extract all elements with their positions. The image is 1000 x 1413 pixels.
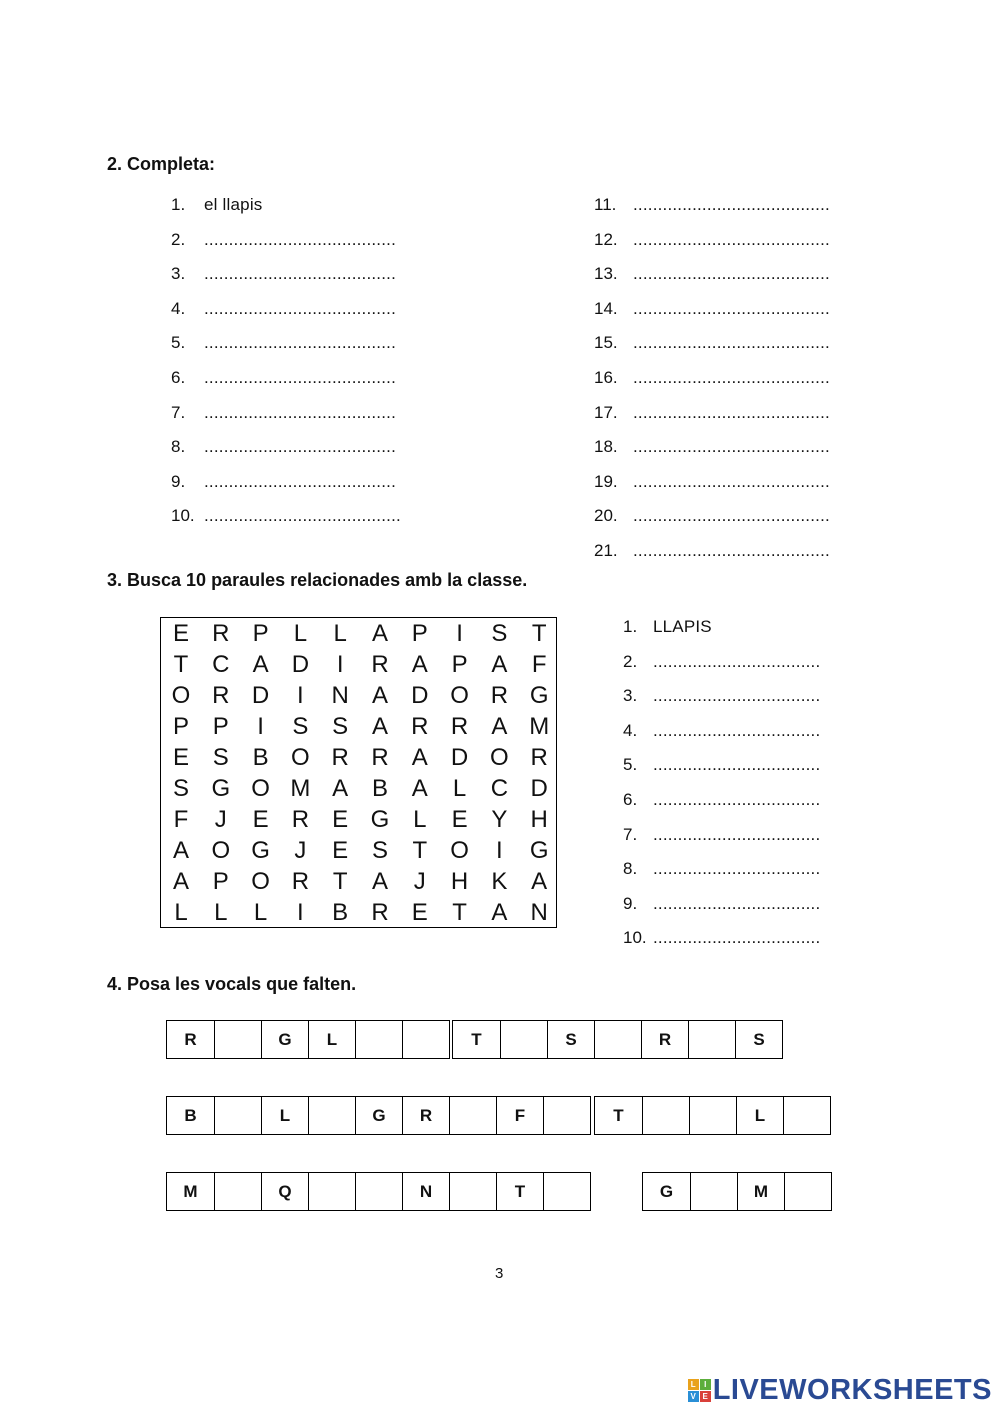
completa-item	[594, 195, 830, 215]
word-search-letter[interactable]: L	[253, 899, 268, 926]
word-search-letter[interactable]: S	[371, 837, 388, 864]
item-number: 18.	[594, 437, 618, 457]
word-search-row	[161, 804, 558, 835]
completa-item	[171, 437, 396, 457]
word-search-row	[161, 618, 558, 649]
word-search-letter[interactable]: C	[212, 651, 230, 678]
item-number: 11.	[594, 195, 617, 214]
word-search-letter[interactable]: A	[411, 744, 428, 771]
given-letter-box: N	[402, 1173, 449, 1210]
vowel-input-box[interactable]	[688, 1021, 735, 1058]
word-search-letter[interactable]: L	[214, 899, 228, 926]
word-search-letter[interactable]: C	[490, 775, 509, 802]
word-search-row	[161, 773, 558, 804]
item-answer-line[interactable]: .......................................	[204, 333, 397, 353]
item-number: 1.	[623, 617, 638, 636]
word-search-row	[161, 711, 558, 742]
word-search-letter[interactable]: R	[212, 682, 230, 709]
word-search-letter[interactable]: T	[173, 651, 189, 678]
item-answer-line[interactable]: ..................................	[653, 686, 821, 706]
word-search-letter[interactable]: A	[491, 713, 508, 740]
word-search-letter[interactable]: G	[529, 682, 549, 709]
given-letter-box: T	[471, 1030, 482, 1049]
word-answer-item	[623, 928, 820, 948]
vowel-input-box[interactable]	[500, 1021, 547, 1058]
word-box-group	[452, 1020, 783, 1059]
word-search-letter[interactable]: O	[171, 682, 191, 709]
vowel-input-box[interactable]	[783, 1097, 830, 1134]
item-number: 8.	[171, 437, 186, 457]
word-search-letter[interactable]: J	[294, 837, 307, 864]
item-answer-line[interactable]: ........................................	[633, 333, 830, 353]
completa-item	[594, 230, 830, 250]
word-search-letter[interactable]: O	[291, 744, 310, 771]
item-number: 21.	[594, 541, 618, 560]
vowel-input-box[interactable]	[449, 1173, 496, 1210]
item-answer-line[interactable]: ........................................	[633, 541, 830, 560]
word-search-grid	[160, 617, 557, 928]
word-search-letter[interactable]: D	[251, 682, 270, 709]
word-search-row	[161, 897, 558, 928]
word-search-letter[interactable]: I	[297, 899, 304, 926]
item-answer-line[interactable]: LLAPIS	[653, 617, 712, 636]
word-search-letter[interactable]: J	[413, 868, 426, 895]
given-letter-box: M	[183, 1182, 198, 1201]
word-search-letter[interactable]: M	[290, 775, 311, 802]
word-search-letter[interactable]: A	[371, 868, 388, 895]
word-search-letter[interactable]: A	[371, 620, 388, 647]
word-search-letter[interactable]: G	[251, 837, 270, 864]
word-search-row	[161, 742, 558, 773]
word-search-letter[interactable]: B	[332, 899, 349, 926]
completa-item	[171, 472, 396, 492]
word-search-letter[interactable]: R	[371, 744, 389, 771]
given-letter-box: R	[641, 1021, 688, 1058]
word-search-letter[interactable]: O	[251, 868, 270, 895]
item-answer-line[interactable]: ..................................	[653, 859, 821, 879]
word-search-letter[interactable]: F	[173, 806, 189, 833]
item-answer-line[interactable]: .......................................	[204, 368, 397, 387]
word-search-letter[interactable]: F	[531, 651, 547, 678]
vowel-input-box[interactable]	[594, 1021, 641, 1058]
word-search-letter[interactable]: S	[292, 713, 309, 740]
word-answer-item	[623, 652, 820, 672]
word-search-letter[interactable]: I	[456, 620, 463, 647]
item-answer-line[interactable]: .......................................	[204, 264, 397, 284]
word-search-letter[interactable]: E	[172, 620, 189, 647]
item-answer-line[interactable]: ..................................	[653, 893, 821, 913]
word-search-letter[interactable]: A	[371, 713, 388, 740]
word-search-letter[interactable]: A	[411, 775, 428, 802]
item-number: 4.	[623, 720, 638, 740]
completa-item	[171, 403, 396, 423]
given-letter-box: G	[659, 1182, 674, 1201]
item-number: 15.	[594, 333, 618, 353]
liveworksheets-brand-text: LIVEWORKSHEETS	[712, 1374, 992, 1406]
item-answer-line[interactable]: ..................................	[653, 651, 821, 671]
item-number: 17.	[594, 402, 618, 422]
word-search-letter[interactable]: R	[450, 713, 469, 740]
given-letter-box: T	[496, 1173, 543, 1210]
word-search-letter[interactable]: A	[411, 651, 428, 678]
word-search-letter[interactable]: A	[491, 899, 508, 926]
item-answer-line[interactable]: ........................................	[633, 229, 830, 249]
item-answer-line[interactable]: ........................................	[204, 506, 401, 526]
word-search-letter[interactable]: D	[450, 744, 469, 771]
word-search-letter[interactable]: D	[291, 651, 310, 678]
word-search-letter[interactable]: L	[413, 806, 427, 833]
vowel-input-box[interactable]	[355, 1021, 402, 1058]
item-number: 7.	[171, 402, 186, 422]
word-answer-item	[623, 859, 820, 879]
completa-item	[171, 195, 263, 215]
word-search-letter[interactable]: A	[491, 651, 508, 678]
given-letter-box: L	[736, 1097, 783, 1134]
word-search-letter[interactable]: J	[214, 806, 227, 833]
item-answer-line[interactable]: .......................................	[204, 402, 397, 422]
item-number: 3.	[171, 264, 186, 284]
completa-item	[594, 437, 830, 457]
word-search-letter[interactable]: N	[331, 682, 349, 709]
section-3-heading: 3. Busca 10 paraules relacionades amb la classe.	[107, 570, 528, 590]
item-number: 2.	[171, 229, 186, 249]
word-search-letter[interactable]: A	[172, 837, 189, 864]
word-search-letter[interactable]: E	[332, 806, 349, 833]
word-search-letter[interactable]: R	[490, 682, 509, 709]
word-search-letter[interactable]: H	[530, 806, 548, 833]
word-search-letter[interactable]: T	[332, 868, 348, 895]
word-search-letter[interactable]: L	[333, 620, 347, 647]
vowel-input-box[interactable]	[214, 1173, 261, 1210]
item-number: 20.	[594, 506, 618, 526]
item-number: 5.	[623, 755, 638, 775]
given-letter-box: B	[184, 1106, 197, 1125]
word-answer-item	[623, 686, 820, 706]
page-number: 3	[495, 1265, 504, 1282]
word-search-letter[interactable]: R	[331, 744, 349, 771]
item-number: 14.	[594, 298, 618, 318]
item-number: 6.	[623, 790, 638, 809]
item-answer-line[interactable]: ........................................	[633, 402, 830, 422]
word-search-letter[interactable]: G	[211, 775, 231, 802]
given-letter-box: L	[308, 1021, 355, 1058]
item-number: 19.	[594, 471, 618, 491]
word-search-letter[interactable]: G	[370, 806, 390, 833]
word-search-letter[interactable]: A	[531, 868, 548, 895]
item-answer-line[interactable]: ..................................	[653, 824, 821, 844]
word-search-row	[161, 649, 558, 680]
item-answer-line[interactable]: ........................................	[633, 264, 830, 284]
word-search-letter[interactable]: Y	[491, 806, 508, 833]
item-answer-line[interactable]: ..................................	[653, 720, 821, 740]
item-number: 4.	[171, 298, 186, 318]
word-search-letter[interactable]: E	[172, 744, 189, 771]
word-search-letter[interactable]: S	[212, 744, 229, 771]
word-search-letter[interactable]: H	[450, 868, 469, 895]
section-4-heading: 4. Posa les vocals que falten.	[107, 974, 357, 994]
item-answer-line[interactable]: .......................................	[204, 229, 397, 249]
word-search-letter[interactable]: E	[252, 806, 269, 833]
completa-item	[594, 403, 830, 423]
word-search-letter[interactable]: S	[491, 620, 508, 647]
item-answer-line[interactable]: ........................................	[633, 195, 830, 214]
word-search-letter[interactable]: N	[530, 899, 548, 926]
completa-item	[171, 230, 396, 250]
word-search-letter[interactable]: R	[371, 899, 389, 926]
given-letter-box: R	[184, 1030, 197, 1049]
vowel-input-box[interactable]	[642, 1097, 689, 1134]
vowel-input-box[interactable]	[449, 1097, 496, 1134]
word-search-letter[interactable]: R	[291, 806, 310, 833]
vowel-input-box[interactable]	[690, 1173, 737, 1210]
liveworksheets-logo	[688, 1374, 992, 1407]
word-search-letter[interactable]: O	[211, 837, 231, 864]
item-answer-line[interactable]: ..................................	[653, 790, 821, 809]
word-search-letter[interactable]: R	[212, 620, 230, 647]
vowel-input-box[interactable]	[689, 1097, 736, 1134]
completa-item	[594, 333, 830, 353]
word-search-row	[161, 835, 558, 866]
vowel-input-box[interactable]	[214, 1097, 261, 1134]
completa-item	[171, 264, 396, 284]
item-number: 7.	[623, 824, 638, 844]
completa-item	[171, 368, 396, 388]
word-search-letter[interactable]: O	[450, 837, 469, 864]
vowel-input-box[interactable]	[543, 1173, 590, 1210]
given-letter-box: Q	[261, 1173, 308, 1210]
liveworksheets-logo-icon: L I V E	[688, 1379, 711, 1402]
given-letter-box: L	[261, 1097, 308, 1134]
completa-item	[594, 299, 830, 319]
word-search-letter[interactable]: B	[252, 744, 269, 771]
completa-item	[594, 368, 830, 388]
completa-item	[594, 264, 830, 284]
item-answer-line[interactable]: .......................................	[204, 471, 397, 491]
word-answer-item	[623, 790, 820, 810]
given-letter-box: S	[547, 1021, 594, 1058]
item-number: 2.	[623, 651, 638, 671]
word-search-letter[interactable]: R	[291, 868, 310, 895]
word-box-group	[642, 1172, 832, 1211]
item-number: 9.	[623, 893, 638, 913]
item-answer-line[interactable]: .......................................	[204, 298, 397, 318]
item-answer-line[interactable]: ........................................	[633, 437, 830, 457]
word-box-group	[166, 1020, 450, 1059]
item-number: 16.	[594, 368, 618, 387]
word-search-letter[interactable]: T	[452, 899, 467, 926]
word-box-group	[166, 1096, 591, 1135]
word-answer-item	[623, 755, 820, 775]
word-search-letter[interactable]: E	[451, 806, 468, 833]
word-search-letter[interactable]: E	[332, 837, 349, 864]
word-search-letter[interactable]: I	[297, 682, 304, 709]
word-search-letter[interactable]: A	[332, 775, 349, 802]
word-search-letter[interactable]: D	[530, 775, 548, 802]
word-search-letter[interactable]: E	[411, 899, 428, 926]
word-search-letter[interactable]: P	[212, 868, 229, 895]
vowel-input-box[interactable]	[784, 1173, 831, 1210]
given-letter-box: S	[735, 1021, 782, 1058]
item-answer-line[interactable]: .......................................	[204, 437, 397, 457]
item-number: 10.	[623, 928, 647, 948]
vowel-input-box[interactable]	[543, 1097, 590, 1134]
completa-item	[171, 333, 396, 353]
given-letter-box: F	[496, 1097, 543, 1134]
word-search-letter[interactable]: P	[212, 713, 229, 740]
given-letter-box: G	[261, 1021, 308, 1058]
item-number: 3.	[623, 686, 638, 706]
word-search-row	[161, 866, 558, 897]
word-search-letter[interactable]: I	[496, 837, 503, 864]
given-letter-box: M	[737, 1173, 784, 1210]
item-answer-line[interactable]: ..................................	[653, 755, 821, 775]
word-search-letter[interactable]: O	[490, 744, 509, 771]
item-answer-line[interactable]: ........................................	[633, 471, 830, 491]
word-search-letter[interactable]: B	[371, 775, 388, 802]
word-search-letter[interactable]: O	[450, 682, 469, 709]
word-search-letter[interactable]: L	[293, 620, 308, 647]
item-number: 13.	[594, 264, 618, 284]
word-search-letter[interactable]: L	[174, 899, 188, 926]
completa-item	[594, 506, 830, 526]
item-number: 9.	[171, 471, 186, 491]
word-search-letter[interactable]: S	[332, 713, 349, 740]
word-search-letter[interactable]: R	[371, 651, 389, 678]
completa-item	[594, 541, 830, 561]
vowel-input-box[interactable]	[308, 1173, 355, 1210]
vowel-input-box[interactable]	[402, 1021, 449, 1058]
word-answer-item	[623, 721, 820, 741]
word-search-letter[interactable]: D	[411, 682, 429, 709]
vowel-input-box[interactable]	[308, 1097, 355, 1134]
word-search-letter[interactable]: A	[172, 868, 189, 895]
item-number: 12.	[594, 229, 618, 249]
word-search-letter[interactable]: A	[371, 682, 388, 709]
given-letter-box: T	[613, 1106, 624, 1125]
word-search-letter[interactable]: L	[452, 775, 467, 802]
vowel-input-box[interactable]	[214, 1021, 261, 1058]
word-box-group	[594, 1096, 831, 1135]
word-search-letter[interactable]: T	[412, 837, 428, 864]
word-answer-item	[623, 617, 712, 637]
word-search-letter[interactable]: P	[451, 651, 468, 678]
item-answer-line[interactable]: ........................................	[633, 298, 830, 318]
word-search-letter[interactable]: M	[529, 713, 550, 740]
word-search-letter[interactable]: A	[252, 651, 269, 678]
item-number: 8.	[623, 859, 638, 879]
word-search-letter[interactable]: O	[251, 775, 270, 802]
word-answer-item	[623, 894, 820, 914]
word-search-letter[interactable]: P	[252, 620, 269, 647]
word-search-letter[interactable]: S	[172, 775, 189, 802]
item-answer-line[interactable]: ........................................	[633, 368, 830, 387]
item-number: 6.	[171, 368, 186, 387]
word-search-letter[interactable]: G	[529, 837, 549, 864]
word-search-letter[interactable]: R	[530, 744, 548, 771]
vowel-input-box[interactable]	[355, 1173, 402, 1210]
item-number: 10.	[171, 506, 195, 526]
section-2-heading: 2. Completa:	[107, 154, 216, 174]
given-letter-box: R	[402, 1097, 449, 1134]
word-search-row	[161, 680, 558, 711]
completa-item	[171, 299, 396, 319]
given-letter-box: G	[355, 1097, 402, 1134]
word-search-letter[interactable]: R	[411, 713, 429, 740]
item-answer-line[interactable]: el llapis	[204, 195, 263, 214]
word-search-letter[interactable]: P	[411, 620, 428, 647]
item-answer-line[interactable]: ........................................	[633, 506, 830, 526]
item-number: 1.	[171, 195, 186, 214]
word-search-letter[interactable]: P	[172, 713, 189, 740]
item-number: 5.	[171, 333, 186, 353]
word-answer-item	[623, 825, 820, 845]
completa-item	[171, 506, 401, 526]
word-box-group	[166, 1172, 591, 1211]
completa-item	[594, 472, 830, 492]
word-search-letter[interactable]: I	[336, 651, 344, 678]
item-answer-line[interactable]: ..................................	[653, 928, 821, 948]
word-search-letter[interactable]: I	[257, 713, 264, 740]
word-search-letter[interactable]: K	[491, 868, 508, 895]
word-search-letter[interactable]: T	[531, 620, 547, 647]
